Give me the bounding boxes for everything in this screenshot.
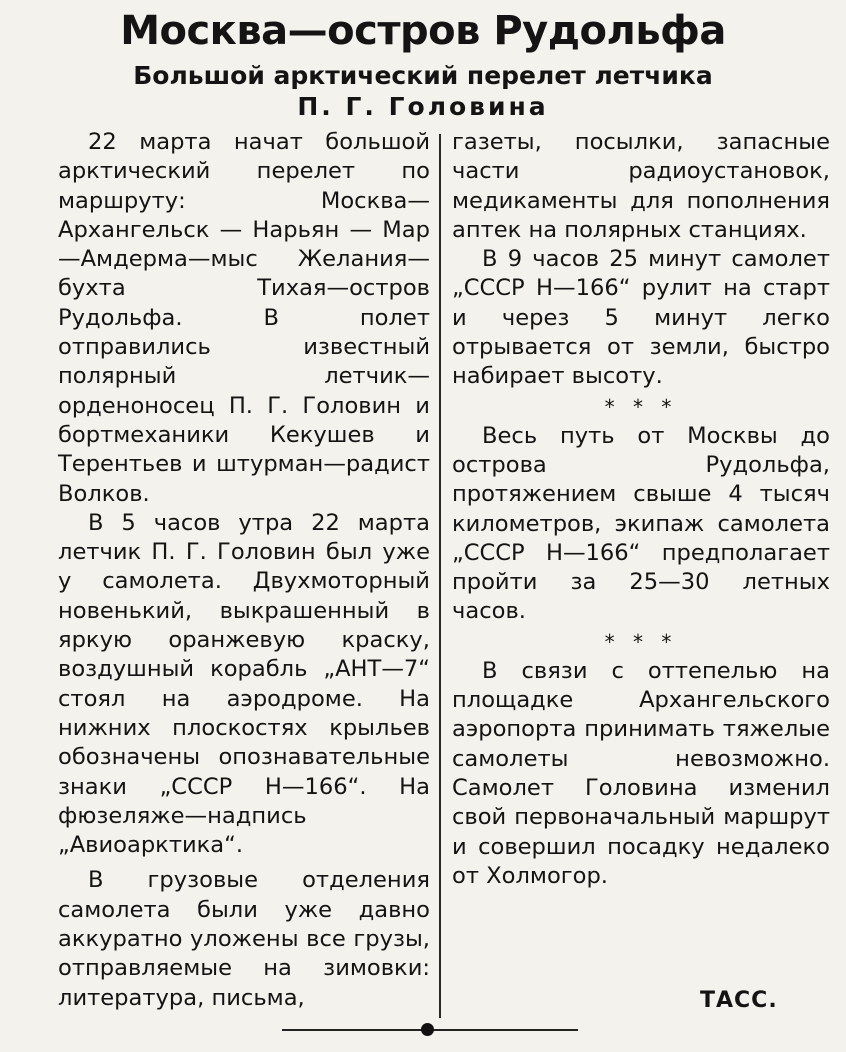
article-title: Москва—остров Рудольфа <box>120 8 726 54</box>
right-column <box>452 128 830 891</box>
paragraph-departure: 22 марта начат большой арктический перелет по маршруту: Москва—Архангельск — Нарьян — Мар—Амдерма—мыс Желания—бухта Тихая—остров Рудольфа. В полет отправились известный полярный летчик—орденоносец П. Г. Головин и бортмеханики Кекушев и Терентьев и штурман—радист Волков. <box>58 129 430 507</box>
signature-tass: ТАСС. <box>700 988 778 1013</box>
left-column <box>58 128 430 1013</box>
paragraph-takeoff: В 9 часов 25 минут самолет „СССР Н—166“ рулит на старт и через 5 минут легко отрывается от земли, быстро набирает высоту. <box>452 246 830 390</box>
paragraph-route-length: Весь путь от Москвы до острова Рудольфа, протяжением свыше 4 тысяч километров, экипаж самолета „СССР Н—166“ предполагает пройти за 25—30 летных часов. <box>452 422 830 625</box>
paragraph-cargo-continued: газеты, посылки, запасные части радиоустановок, медикаменты для пополнения аптек на полярных станциях. <box>452 129 830 243</box>
article-subtitle-line-1: Большой арктический перелет летчика <box>133 61 713 90</box>
column-divider <box>439 134 441 1018</box>
asterism-separator: * * * <box>604 394 678 419</box>
paragraph-route-change: В связи с оттепелью на площадке Архангельского аэропорта принимать тяжелые самолеты невозможно. Самолет Головина изменил свой первоначальный маршрут и совершил посадку недалеко от Холмогор. <box>452 657 830 889</box>
paragraph-cargo: В грузовые отделения самолета были уже давно аккуратно уложены все грузы, отправляемые на зимовки: литература, письма, <box>58 867 430 1011</box>
asterism-separator: * * * <box>604 629 678 654</box>
end-rule-dot <box>421 1023 434 1036</box>
article-subtitle-line-2: П. Г. Головина <box>297 92 549 121</box>
paragraph-aircraft: В 5 часов утра 22 марта летчик П. Г. Головин был уже у самолета. Двухмоторный новенький, выкрашенный в яркую оранжевую краску, воздушный корабль „АНТ—7“ стоял на аэродроме. На нижних плоскостях крыльев обозначены опознавательные знаки „СССР Н—166“. На фюзеляже—надпись „Авиоарктика“. <box>58 509 430 859</box>
